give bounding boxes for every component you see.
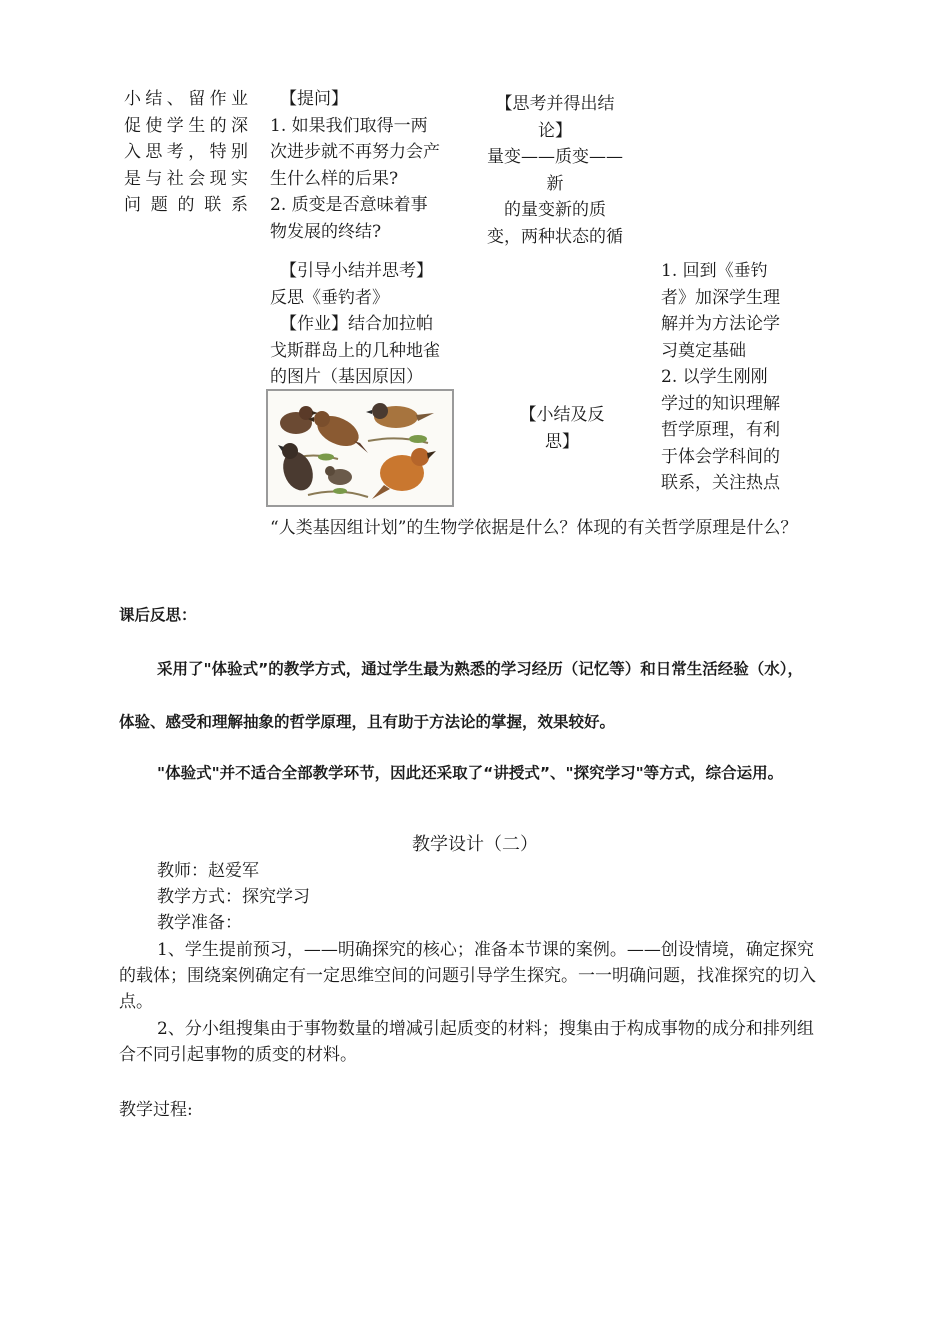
reflection-paragraph-2: "体验式"并不适合全部教学环节，因此还采取了“讲授式”、"探究学习"等方式，综合运用。 bbox=[157, 764, 784, 782]
row1-col3 bbox=[484, 91, 626, 247]
prep-item-2-line: 2、分小组搜集由于事物数量的增减引起质变的材料；搜集由于构成事物的成分和排列组 bbox=[157, 1019, 814, 1039]
row2-col2-line: 戈斯群岛上的几种地雀 bbox=[270, 340, 440, 361]
row2-col4-line: 联系，关注热点 bbox=[661, 473, 780, 493]
row2-col4-line: 1. 回到《垂钓 bbox=[661, 261, 768, 281]
row1-col3-line: 变，两种状态的循 bbox=[487, 226, 623, 247]
row1-col3-line: 【思考并得出结 bbox=[495, 94, 615, 114]
row2-col4-line: 解并为方法论学 bbox=[661, 314, 780, 334]
row2-col2-line: 的图片（基因原因） bbox=[270, 367, 423, 387]
prep-item-1-line: 的载体；围绕案例确定有一定思维空间的问题引导学生探究。一一明确问题，找准探究的切入 bbox=[119, 966, 816, 986]
reflection-paragraph-1-line-1: 采用了"体验式”的教学方式，通过学生最为熟悉的学习经历（记忆等）和日常生活经验（水）， bbox=[157, 660, 804, 678]
method-line: 教学方式：探究学习 bbox=[157, 887, 310, 907]
process-heading: 教学过程: bbox=[119, 1100, 193, 1120]
reflection-heading: 课后反思： bbox=[119, 606, 197, 624]
row2-col4-line: 者》加深学生理 bbox=[661, 287, 780, 308]
row1-col1 bbox=[124, 86, 248, 215]
row2-col3-line: 【小结及反 bbox=[519, 405, 605, 425]
row2-col4 bbox=[661, 258, 793, 493]
row1-col3-line: 新 bbox=[546, 173, 564, 194]
row2-col3 bbox=[510, 402, 614, 458]
row1-col2-line: 生什么样的后果? bbox=[270, 168, 399, 189]
reflection-paragraph-1-line-2: 体验、感受和理解抽象的哲学原理，且有助于方法论的掌握，效果较好。 bbox=[119, 713, 616, 731]
row2-col4-line: 哲学原理，有利 bbox=[661, 420, 780, 440]
row2-col2-line: 反思《垂钓者》 bbox=[270, 287, 389, 308]
row1-col2-line: 2. 质变是否意味着事 bbox=[270, 195, 428, 215]
prep-item-2-line: 合不同引起事物的质变的材料。 bbox=[119, 1045, 357, 1065]
prep-item-1-line: 1、学生提前预习，——明确探究的核心；准备本节课的案例。——创设情境，确定探究 bbox=[157, 940, 814, 960]
row1-col2-line: 1. 如果我们取得一两 bbox=[270, 115, 428, 136]
finch-illustration bbox=[266, 389, 454, 507]
row2-col4-line: 2. 以学生刚刚 bbox=[661, 367, 768, 387]
row1-col1-line: 是与社会现实 bbox=[124, 168, 248, 189]
row2-col2-line: 【引导小结并思考】 bbox=[280, 261, 433, 281]
row1-col1-line: 小结、留作业 bbox=[124, 89, 248, 109]
row1-col1-line: 促使学生的深 bbox=[124, 115, 248, 136]
row1-col2-line: 物发展的终结? bbox=[270, 221, 382, 242]
row2-col2-line: 【作业】结合加拉帕 bbox=[280, 314, 433, 334]
row1-col2 bbox=[270, 86, 460, 242]
genome-question: “人类基因组计划”的生物学依据是什么？体现的有关哲学原理是什么？ bbox=[270, 518, 798, 538]
row2-col4-line: 习奠定基础 bbox=[661, 340, 746, 361]
row1-col2-line: 【提问】 bbox=[280, 89, 348, 109]
finch-birds-image bbox=[268, 391, 452, 505]
row1-col3-line: 的量变新的质 bbox=[504, 200, 606, 220]
teacher-line: 教师：赵爱军 bbox=[157, 861, 259, 881]
row1-col3-line: 量变——质变—— bbox=[487, 147, 623, 167]
row2-col2 bbox=[270, 258, 460, 386]
prep-heading: 教学准备： bbox=[157, 913, 242, 933]
prep-item-1-line: 点。 bbox=[119, 992, 153, 1012]
row1-col2-line: 次进步就不再努力会产 bbox=[270, 142, 440, 162]
row1-col3-line: 论】 bbox=[538, 120, 572, 141]
row1-col1-line: 问题的联系 bbox=[124, 195, 248, 215]
row2-col4-line: 于体会学科间的 bbox=[661, 446, 780, 467]
row1-col1-line: 入思考，特别 bbox=[124, 142, 248, 162]
row2-col3-line: 思】 bbox=[545, 431, 579, 452]
row2-col4-line: 学过的知识理解 bbox=[661, 393, 780, 414]
design-title: 教学设计（二） bbox=[412, 834, 538, 855]
